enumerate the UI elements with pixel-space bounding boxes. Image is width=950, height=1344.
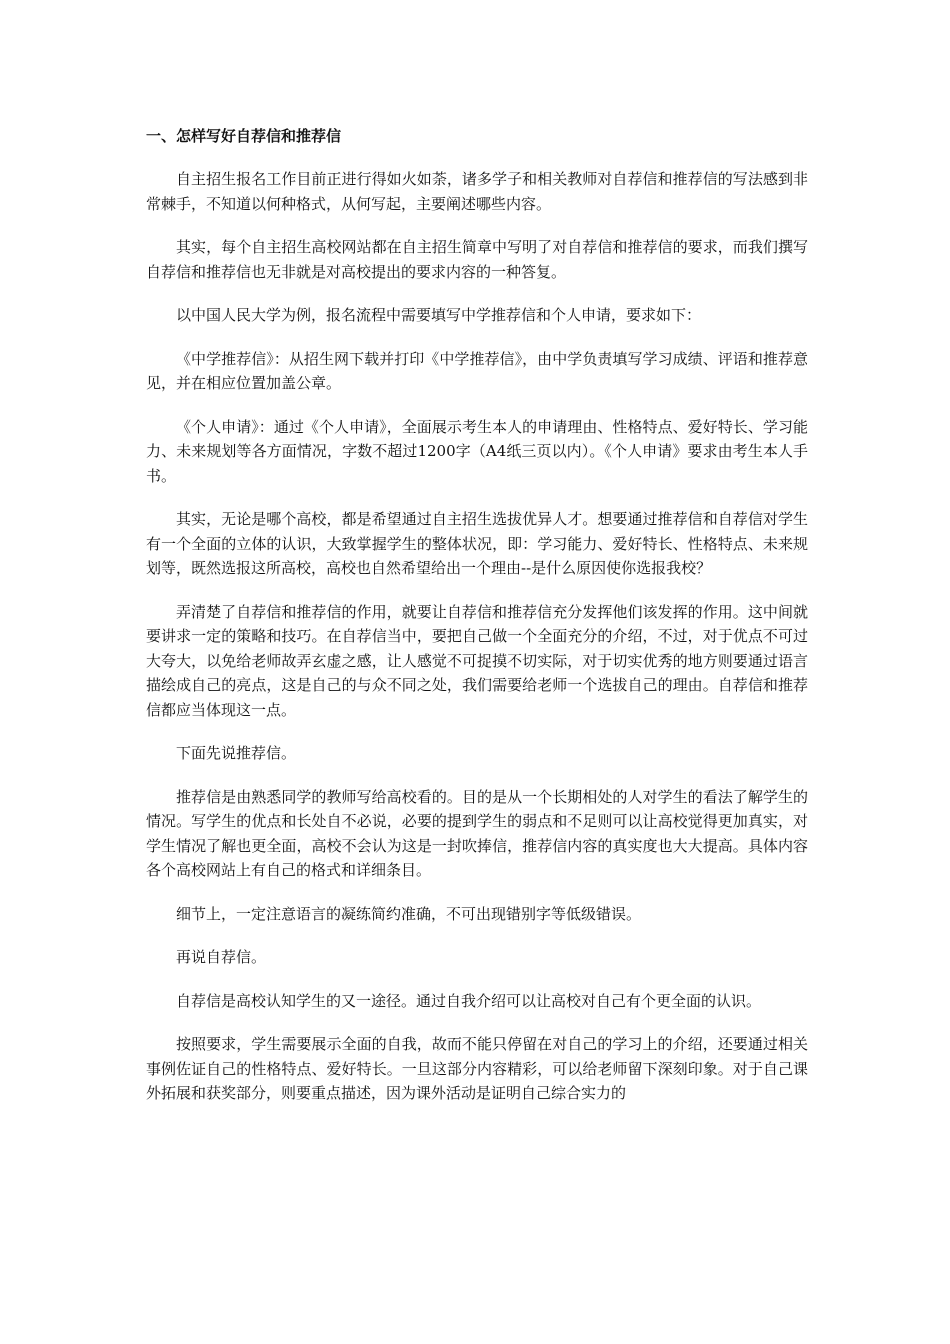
section-heading: 一、怎样写好自荐信和推荐信 xyxy=(146,127,342,145)
paragraph-7: 弄清楚了自荐信和推荐信的作用，就要让自荐信和推荐信充分发挥他们该发挥的作用。这中间就要讲求一定的策略和技巧。在自荐信当中，要把自己做一个全面充分的介绍，不过，对于优点不可过大夸大，以免给老师故弄玄虚之感，让人感觉不可捉摸不切实际，对于切实优秀的地方则要通过语言描绘成自己的亮点，这是自己的与众不同之处，我们需要给老师一个选拔自己的理由。自荐信和推荐信都应当体现这一点。 xyxy=(146,602,808,719)
paragraph-6: 其实，无论是哪个高校，都是希望通过自主招生选拔优异人才。想要通过推荐信和自荐信对学生有一个全面的立体的认识，大致掌握学生的整体状况，即：学习能力、爱好特长、性格特点、未来规划等，既然选报这所高校，高校也自然希望给出一个理由--是什么原因使你选报我校？ xyxy=(146,510,808,577)
paragraph-4: 《中学推荐信》：从招生网下载并打印《中学推荐信》，由中学负责填写学习成绩、评语和推荐意见，并在相应位置加盖公章。 xyxy=(146,349,808,392)
paragraph-9: 推荐信是由熟悉同学的教师写给高校看的。目的是从一个长期相处的人对学生的看法了解学生的情况。写学生的优点和长处自不必说，必要的提到学生的弱点和不足则可以让高校觉得更加真实，对学生情况了解也更全面，高校不会认为这是一封吹捧信，推荐信内容的真实度也大大提高。具体内容各个高校网站上有自己的格式和详细条目。 xyxy=(146,787,808,879)
paragraph-13: 按照要求，学生需要展示全面的自我，故而不能只停留在对自己的学习上的介绍，还要通过相关事例佐证自己的性格特点、爱好特长。一旦这部分内容精彩，可以给老师留下深刻印象。对于自己课外拓展和获奖部分，则要重点描述，因为课外活动是证明自己综合实力的 xyxy=(146,1035,808,1102)
paragraph-1: 自主招生报名工作目前正进行得如火如荼，诸多学子和相关教师对自荐信和推荐信的写法感到非常棘手，不知道以何种格式，从何写起，主要阐述哪些内容。 xyxy=(146,170,808,213)
paragraph-11: 再说自荐信。 xyxy=(176,948,267,966)
paragraph-3: 以中国人民大学为例，报名流程中需要填写中学推荐信和个人申请，要求如下： xyxy=(176,306,702,324)
document-page xyxy=(146,124,808,1125)
paragraph-12: 自荐信是高校认知学生的又一途径。通过自我介绍可以让高校对自己有个更全面的认识。 xyxy=(176,991,762,1010)
paragraph-8: 下面先说推荐信。 xyxy=(176,744,297,762)
paragraph-2: 其实，每个自主招生高校网站都在自主招生简章中写明了对自荐信和推荐信的要求，而我们撰写自荐信和推荐信也无非就是对高校提出的要求内容的一种答复。 xyxy=(146,238,808,281)
paragraph-10: 细节上，一定注意语言的凝练简约准确，不可出现错别字等低级错误。 xyxy=(176,904,642,923)
paragraph-5: 《个人申请》：通过《个人申请》，全面展示考生本人的申请理由、性格特点、爱好特长、学习能力、未来规划等各方面情况，字数不超过1200字（A4纸三页以内）。《个人申请》要求由考生本人手书。 xyxy=(146,417,808,485)
